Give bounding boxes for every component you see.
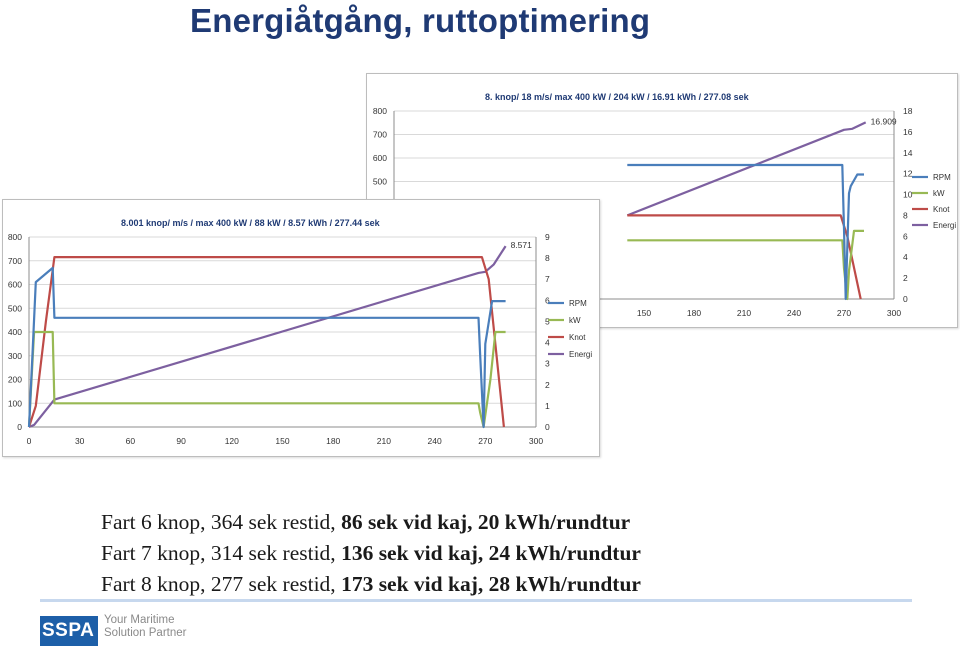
front-chart-end-label: 8.571: [510, 240, 532, 251]
back-chart-y-left-tick: 800: [372, 106, 387, 116]
footer-divider: [40, 599, 912, 602]
front-chart-y-left-tick: 300: [7, 350, 22, 361]
back-chart-x-tick: 210: [736, 308, 752, 318]
back-chart-series-energi-line: [627, 122, 865, 215]
front-chart-legend-label-kw: kW: [569, 316, 581, 325]
page-title: Energiåtgång, ruttoptimering: [190, 2, 651, 39]
front-chart-y-left-tick: 700: [7, 255, 22, 266]
front-chart-x-tick: 300: [528, 436, 544, 446]
summary-line-8-knots-text: Fart 8 knop, 277 sek restid,: [101, 572, 342, 596]
front-chart-series-knot-line: [29, 257, 504, 427]
back-chart-x-tick: 300: [886, 308, 902, 318]
summary-block: [101, 507, 641, 600]
front-chart-x-tick: 0: [26, 436, 32, 446]
front-chart-y-right-tick: 5: [545, 316, 550, 327]
front-chart-y-right-tick: 9: [545, 232, 550, 242]
back-chart-y-left-tick: 600: [372, 153, 387, 163]
back-chart-legend-label-rpm: RPM: [933, 173, 951, 182]
summary-line-8-knots: [101, 569, 641, 600]
front-chart-y-left-tick: 500: [7, 303, 22, 314]
back-chart-y-right-tick: 14: [903, 147, 913, 158]
summary-line-6-knots-result: 86 sek vid kaj, 20 kWh/rundtur: [341, 510, 631, 534]
back-chart-y-right-tick: 6: [903, 231, 908, 242]
logo-tagline-line-2: Solution Partner: [104, 627, 187, 639]
back-chart-series-rpm-line: [627, 165, 864, 299]
front-chart-x-tick: 270: [478, 436, 493, 446]
front-chart-x-tick: 150: [275, 436, 290, 446]
back-chart-end-label: 16.909: [870, 116, 897, 127]
front-chart-y-right-tick: 1: [545, 400, 550, 411]
front-chart-x-tick: 90: [176, 436, 186, 446]
summary-line-7-knots-result: 136 sek vid kaj, 24 kWh/rundtur: [341, 541, 641, 565]
back-chart-legend-label-knot: Knot: [933, 205, 950, 214]
front-chart-y-left-tick: 100: [7, 398, 22, 409]
summary-line-7-knots: [101, 538, 641, 569]
front-chart-x-tick: 210: [376, 436, 391, 446]
back-chart-series-knot-line: [627, 215, 860, 299]
summary-line-6-knots-text: Fart 6 knop, 364 sek restid,: [101, 510, 342, 534]
front-chart-x-tick: 240: [427, 436, 442, 446]
back-chart-x-tick: 270: [836, 308, 852, 318]
front-chart-x-tick: 30: [74, 436, 85, 446]
front-chart-y-right-tick: 6: [545, 295, 550, 306]
front-chart-series-energi-line: [29, 246, 506, 427]
summary-line-6-knots: [101, 507, 641, 538]
back-chart-title: 8. knop/ 18 m/s/ max 400 kW / 204 kW / 16.91 kWh / 277.08 sek: [485, 92, 749, 102]
back-chart-y-right-tick: 16: [903, 126, 913, 137]
front-chart-y-left-tick: 200: [7, 374, 22, 385]
summary-line-7-knots-text: Fart 7 knop, 314 sek restid,: [101, 541, 342, 565]
front-chart-legend-label-energi: Energi: [569, 350, 593, 359]
front-chart-legend-label-knot: Knot: [569, 333, 586, 342]
back-chart-x-tick: 240: [786, 308, 802, 318]
sspa-logo-text: SSPA: [42, 620, 95, 641]
front-chart-y-right-tick: 7: [545, 274, 550, 285]
back-chart-x-tick: 180: [686, 308, 702, 318]
back-chart-y-right-tick: 8: [903, 210, 908, 221]
back-chart-y-right-tick: 2: [903, 273, 908, 284]
front-chart-x-tick: 120: [224, 436, 239, 446]
back-chart-y-right-tick: 0: [903, 294, 908, 304]
back-chart-y-right-tick: 18: [903, 106, 913, 116]
back-chart-legend-label-energi: Energi: [933, 221, 957, 230]
back-chart-y-right-tick: 10: [903, 189, 913, 200]
front-chart-y-left-tick: 400: [7, 327, 22, 337]
logo-tagline-line-1: Your Maritime: [104, 614, 175, 626]
front-chart-x-tick: 180: [326, 436, 341, 446]
chart-8001-knots-plot: [3, 200, 599, 456]
front-chart-y-right-tick: 0: [545, 422, 550, 432]
front-chart-y-left-tick: 800: [7, 232, 22, 242]
summary-line-8-knots-result: 173 sek vid kaj, 28 kWh/rundtur: [341, 572, 641, 596]
chart-8001-knots: [2, 199, 600, 457]
front-chart-y-right-tick: 8: [545, 253, 550, 264]
front-chart-y-left-tick: 600: [7, 279, 22, 290]
back-chart-y-right-tick: 4: [903, 252, 908, 263]
front-chart-y-right-tick: 2: [545, 379, 550, 390]
front-chart-x-tick: 60: [125, 436, 136, 446]
front-chart-y-right-tick: 4: [545, 337, 550, 348]
back-chart-y-right-tick: 12: [903, 168, 913, 179]
back-chart-y-left-tick: 500: [372, 176, 387, 187]
front-chart-legend-label-rpm: RPM: [569, 299, 587, 308]
back-chart-y-left-tick: 700: [372, 129, 387, 140]
front-chart-title: 8.001 knop/ m/s / max 400 kW / 88 kW / 8.57 kWh / 277.44 sek: [121, 218, 380, 228]
back-chart-series-kw-line: [627, 231, 864, 299]
front-chart-y-left-tick: 0: [17, 422, 22, 432]
front-chart-y-right-tick: 3: [545, 358, 550, 369]
logo-tagline: [104, 614, 186, 640]
back-chart-x-tick: 150: [636, 308, 652, 318]
back-chart-legend-label-kw: kW: [933, 189, 945, 198]
